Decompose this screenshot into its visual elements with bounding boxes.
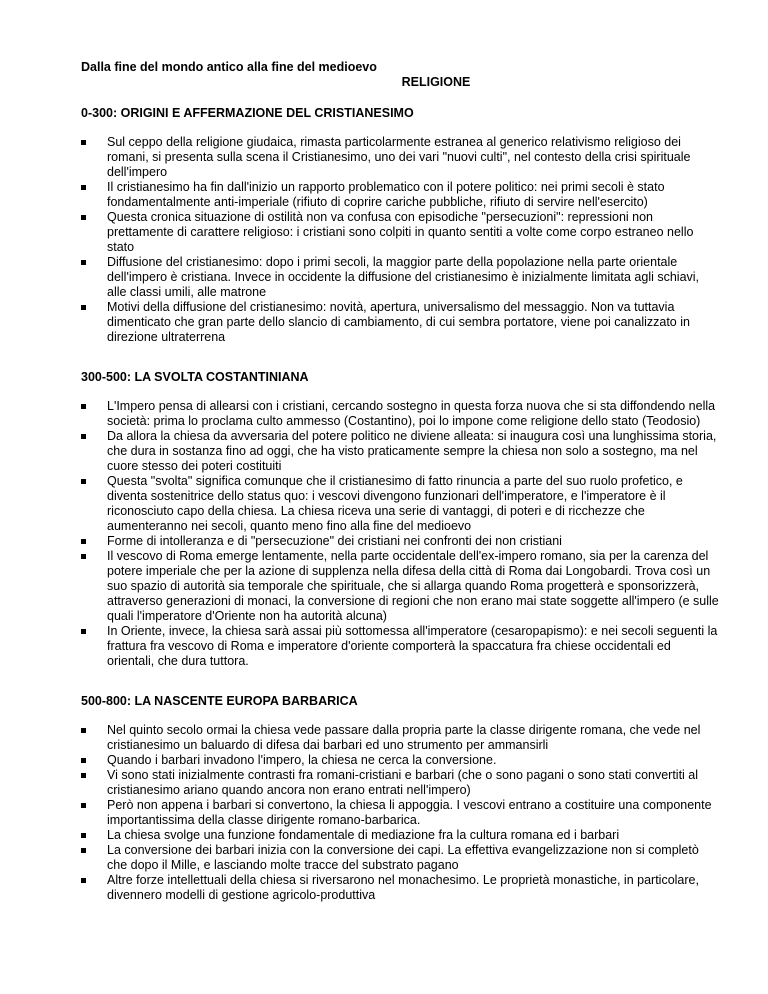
list-item-text: Quando i barbari invadono l'impero, la chiesa ne cerca la conversione. <box>107 753 497 767</box>
list-item <box>81 723 721 753</box>
square-bullet-icon <box>81 260 86 265</box>
list-item <box>81 873 721 903</box>
list-item-text: L'Impero pensa di allearsi con i cristiani, cercando sostegno in questa forza nuova che si sta diffondendo nella società: prima lo proclama culto ammesso (Costantino), poi lo impone come religione dello stato (Teodosio) <box>107 399 716 428</box>
document-title: Dalla fine del mondo antico alla fine del medioevo <box>81 60 377 74</box>
list-item-text: Diffusione del cristianesimo: dopo i primi secoli, la maggior parte della popolazione nella parte orientale dell'impero è cristiana. Invece in occidente la diffusione del cristianesimo è inizialmente limitata agli schiavi, alle classi umili, alle matrone <box>107 255 700 299</box>
list-item <box>81 798 721 828</box>
square-bullet-icon <box>81 479 86 484</box>
list-item-text: Vi sono stati inizialmente contrasti fra romani-cristiani e barbari (che o sono pagani o sono stati convertiti al cristianesimo ariano quando ancora non erano entrati nell'impero) <box>107 768 699 797</box>
list-item <box>81 549 721 624</box>
list-item <box>81 135 721 180</box>
document-page <box>81 60 721 903</box>
list-item <box>81 624 721 669</box>
list-item <box>81 828 721 843</box>
square-bullet-icon <box>81 833 86 838</box>
document-subtitle: RELIGIONE <box>401 75 471 89</box>
square-bullet-icon <box>81 140 86 145</box>
square-bullet-icon <box>81 803 86 808</box>
list-item <box>81 300 721 345</box>
list-item-text: La chiesa svolge una funzione fondamentale di mediazione fra la cultura romana ed i barbari <box>107 828 620 842</box>
list-item <box>81 255 721 300</box>
list-item <box>81 534 721 549</box>
list-item-text: Sul ceppo della religione giudaica, rimasta particolarmente estranea al generico relativismo religioso dei romani, si presenta sulla scena il Cristianesimo, uno dei vari "nuovi culti", nel contesto della crisi spirituale dell'impero <box>107 135 691 179</box>
square-bullet-icon <box>81 539 86 544</box>
bullet-list <box>81 399 721 669</box>
list-item-text: Il vescovo di Roma emerge lentamente, nella parte occidentale dell'ex-impero romano, sia per la carenza del potere imperiale che per la azione di supplenza nella difesa della città di Roma dai Longobardi. Trova così un suo spazio di autorità sia temporale che spirituale, che si allarga quando Roma progetterà e sponsorizzerà, attraverso generazioni di monaci, la conversione di regioni che non erano mai state soggette all'impero (e sulle quali l'imperatore d'Oriente non ha autorità alcuna) <box>107 549 719 623</box>
square-bullet-icon <box>81 728 86 733</box>
list-item-text: Motivi della diffusione del cristianesimo: novità, apertura, universalismo del messaggio. Non va tuttavia dimenticato che gran parte dello slancio di cambiamento, di cui sembra portatore, viene poi canalizzato in direzione ultraterrena <box>107 300 690 344</box>
section-2 <box>81 370 721 669</box>
section-3 <box>81 694 721 903</box>
list-item-text: Il cristianesimo ha fin dall'inizio un rapporto problematico con il potere politico: nei primi secoli è stato fondamentalmente anti-imperiale (rifiuto di coprire cariche pubbliche, rifiuto di servire nell'esercito) <box>107 180 665 209</box>
square-bullet-icon <box>81 758 86 763</box>
bullet-list <box>81 723 721 903</box>
square-bullet-icon <box>81 305 86 310</box>
list-item <box>81 180 721 210</box>
list-item-text: La conversione dei barbari inizia con la conversione dei capi. La effettiva evangelizzazione non si completò che dopo il Mille, e lasciando molte tracce del substrato pagano <box>107 843 699 872</box>
list-item-text: Questa cronica situazione di ostilità non va confusa con episodiche "persecuzioni": repressioni non prettamente di carattere religioso: i cristiani sono colpiti in quanto sentiti a volte come corpo estraneo nello stato <box>107 210 694 254</box>
section-heading: 500-800: LA NASCENTE EUROPA BARBARICA <box>81 694 358 708</box>
list-item-text: In Oriente, invece, la chiesa sarà assai più sottomessa all'imperatore (cesaropapismo): e nei secoli seguenti la frattura fra vescovo di Roma e imperatore d'oriente comporterà la spaccatura fra chiese occidentali ed orientali, che dura tuttora. <box>107 624 718 668</box>
list-item-text: Altre forze intellettuali della chiesa si riversarono nel monachesimo. Le proprietà monastiche, in particolare, divennero modelli di gestione agricolo-produttiva <box>107 873 699 902</box>
list-item-text: Forme di intolleranza e di "persecuzione" dei cristiani nei confronti dei non cristiani <box>107 534 562 548</box>
square-bullet-icon <box>81 404 86 409</box>
list-item-text: Questa "svolta" significa comunque che il cristianesimo di fatto rinuncia a parte del suo ruolo profetico, e diventa sostenitrice dello status quo: i vescovi divengono funzionari dell'imperatore, e l'imperatore è il riconosciuto capo della chiesa. La chiesa riceva una serie di vantaggi, di poteri e di ricchezze che aumenteranno nei secoli, quanto meno fino alla fine del medioevo <box>107 474 683 533</box>
list-item-text: Da allora la chiesa da avversaria del potere politico ne diviene alleata: si inaugura così una lunghissima storia, che dura in sostanza fino ad oggi, che ha visto praticamente sempre la chiesa non solo a sostegno, ma nel cuore stesso dei poteri costituiti <box>107 429 717 473</box>
list-item <box>81 768 721 798</box>
list-item <box>81 399 721 429</box>
bullet-list <box>81 135 721 345</box>
list-item-text: Nel quinto secolo ormai la chiesa vede passare dalla propria parte la classe dirigente romana, che vede nel cristianesimo un baluardo di difesa dai barbari ed uno strumento per ammansirli <box>107 723 701 752</box>
list-item <box>81 210 721 255</box>
square-bullet-icon <box>81 629 86 634</box>
list-item <box>81 843 721 873</box>
list-item-text: Però non appena i barbari si convertono, la chiesa li appoggia. I vescovi entrano a costituire una componente importantissima della classe dirigente romano-barbarica. <box>107 798 712 827</box>
section-heading: 300-500: LA SVOLTA COSTANTINIANA <box>81 370 309 384</box>
square-bullet-icon <box>81 848 86 853</box>
square-bullet-icon <box>81 215 86 220</box>
list-item <box>81 753 721 768</box>
square-bullet-icon <box>81 434 86 439</box>
section-1 <box>81 106 721 345</box>
square-bullet-icon <box>81 185 86 190</box>
list-item <box>81 474 721 534</box>
square-bullet-icon <box>81 878 86 883</box>
square-bullet-icon <box>81 773 86 778</box>
list-item <box>81 429 721 474</box>
section-heading: 0-300: ORIGINI E AFFERMAZIONE DEL CRISTIANESIMO <box>81 106 414 120</box>
sections-container <box>81 106 721 903</box>
square-bullet-icon <box>81 554 86 559</box>
